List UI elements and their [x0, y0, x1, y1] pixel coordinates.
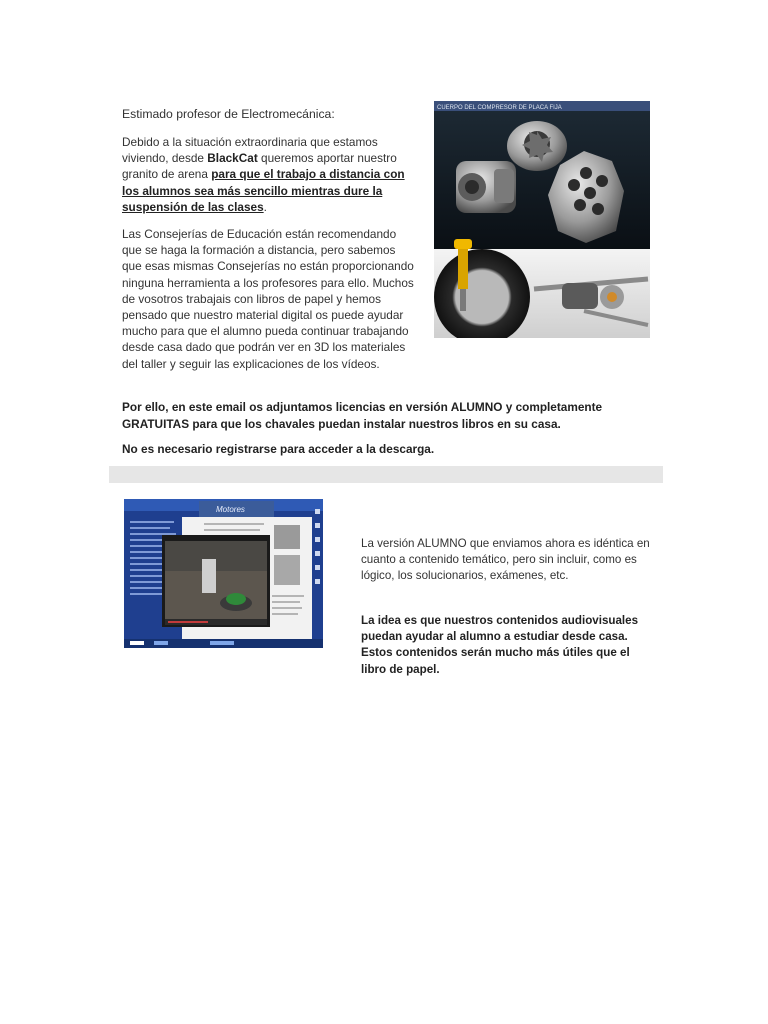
intro-underlined: para que el trabajo a distancia con los alumnos sea más sencillo mientras dure la suspensión de las clases [122, 167, 405, 214]
intro-middle: queremos aportar nuestro granito de arena [122, 151, 397, 182]
licenses-paragraph: Por ello, en este email os adjuntamos licencias en versión ALUMNO y completamente GRATUITAS para que los chavales puedan instalar nuestros libros en su casa. [122, 400, 603, 431]
paragraph-audiovisual: La idea es que nuestros contenidos audiovisuales puedan ayudar al alumno a estudiar desde casa. Estos contenidos serán mucho más útiles que el libro de papel. [361, 614, 639, 676]
paragraph-alumno-version: La versión ALUMNO que enviamos ahora es idéntica en cuanto a contenido temático, pero sin incluir, como es lógico, los solucionarios, exámenes, etc. [361, 537, 650, 583]
paragraph-consejerias: Las Consejerías de Educación están recomendando que se haga la formación a distancia, pero sabemos que esas mismas Consejerías no están proporcionando ninguna herramienta a los profesores para ello. Muchos de vosotros trabajais con libros de papel y hemos pensado que nuestro material digital os puede ayudar mucho para que el alumno pueda continuar trabajando desde casa dado que podrán ver en 3D los materiales del taller y seguir las explicaciones de los vídeos. [122, 227, 414, 371]
photo-caption: CUERPO DEL COMPRESOR DE PLACA FIJA [437, 105, 562, 111]
section-divider [109, 466, 663, 483]
intro-before: Debido a la situación extraordinaria que estamos viviendo, desde [122, 135, 378, 166]
digital-book-illustration [124, 499, 323, 648]
intro-paragraph [122, 134, 412, 215]
brand-name: BlackCat [207, 151, 258, 166]
digital-book-screenshot [124, 499, 323, 648]
mechanical-parts-illustration [434, 101, 650, 338]
greeting-text: Estimado profesor de Electromecánica: [122, 107, 335, 121]
no-register-note: No es necesario registrarse para acceder a la descarga. [122, 442, 435, 456]
mechanical-parts-photo [434, 101, 650, 338]
intro-after: . [263, 199, 267, 214]
screen-title: Motores [216, 505, 245, 514]
